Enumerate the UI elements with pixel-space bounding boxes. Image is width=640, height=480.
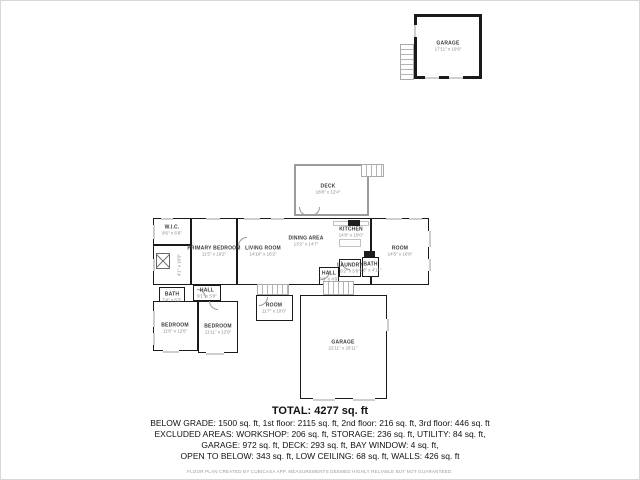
room-name: DINING AREA — [288, 235, 324, 242]
total-area-text: TOTAL: 4277 sq. ft — [271, 405, 369, 417]
room-dims: 22'11" x 26'11" — [328, 345, 358, 351]
room-name: DECK — [320, 183, 336, 190]
room-dims: 13'2" x 14'7" — [293, 241, 319, 247]
stairs-mid — [257, 284, 289, 295]
room-dims: 18'8" x 12'4" — [315, 189, 341, 195]
window — [425, 76, 439, 80]
room-dims: 7'4" x 6'3" — [162, 297, 182, 303]
summary-line-open-below: OPEN TO BELOW: 343 sq. ft, LOW CEILING: 68 sq. ft, WALLS: 426 sq. ft — [180, 451, 460, 462]
stairs-garage — [323, 281, 354, 295]
room-name: ROOM — [265, 302, 283, 309]
summary-line-excluded: EXCLUDED AREAS: WORKSHOP: 206 sq. ft, STORAGE: 236 sq. ft, UTILITY: 84 sq. ft, — [154, 429, 486, 440]
detached-garage-stairs — [400, 44, 414, 80]
room-name: LIVING ROOM — [245, 245, 281, 252]
window — [449, 76, 463, 80]
room-name: GARAGE — [436, 40, 460, 47]
kitchen-appliance — [348, 220, 360, 226]
window — [206, 217, 220, 221]
room-dims: 8'6" x 6'6" — [162, 230, 182, 236]
room-name: BATH — [164, 291, 180, 298]
shower-box — [156, 253, 170, 269]
garage-main-room — [300, 295, 387, 399]
disclaimer-text: FLOOR PLAN CREATED BY CUBICASA APP. MEASUREMENTS DEEMED HIGHLY RELIABLE BUT NOT GUARANTEED. — [187, 469, 453, 475]
room-dims: 9'1" x 5'8" — [197, 293, 217, 299]
window — [161, 217, 173, 221]
room-name: BEDROOM — [204, 323, 232, 330]
window — [244, 217, 260, 221]
window — [386, 319, 390, 331]
kitchen-island — [339, 239, 361, 247]
detached-garage-room — [414, 14, 482, 79]
room-name: HALL — [199, 287, 215, 294]
bedroom-mid-room — [198, 301, 238, 353]
room-name: LAUNDRY — [337, 262, 363, 269]
window — [152, 259, 156, 271]
room-dims: 14'8" x 10'0" — [338, 232, 364, 238]
room-name: HALL — [321, 270, 337, 277]
room-dims: 5'8" x 4'11" — [359, 267, 382, 273]
deck-stairs — [361, 164, 384, 177]
window — [313, 398, 335, 402]
bath-right-room — [362, 257, 379, 277]
window — [428, 259, 432, 271]
room-right — [371, 218, 429, 285]
room-dims: 14'10" x 16'2" — [249, 251, 277, 257]
room-name: ROOM — [391, 245, 409, 252]
window — [152, 333, 156, 345]
room-dims: 14'5" x 16'8" — [387, 251, 413, 257]
window — [413, 25, 417, 37]
room-name: W.I.C. — [164, 224, 180, 231]
room-dims: 11'6" x 12'6" — [162, 328, 188, 334]
area-summary — [1, 405, 639, 474]
window — [428, 231, 432, 247]
room-dims: 11'11" x 12'9" — [204, 329, 232, 335]
window — [409, 217, 422, 221]
room-name: BATH — [363, 261, 378, 268]
window — [206, 352, 224, 356]
room-name: BEDROOM — [161, 322, 189, 329]
window — [163, 350, 179, 354]
room-dims: 6'2" x 5'8" — [340, 268, 360, 274]
summary-line-floors: BELOW GRADE: 1500 sq. ft, 1st floor: 2115 sq. ft, 2nd floor: 216 sq. ft, 3rd floor: 446 sq. ft — [150, 418, 490, 428]
window — [152, 311, 156, 327]
room-name: KITCHEN — [339, 226, 363, 233]
room-dims: 17'11" x 19'9" — [434, 46, 462, 52]
wic-room — [153, 218, 191, 245]
room-name: GARAGE — [331, 339, 355, 346]
window — [353, 398, 375, 402]
room-dims: 11'5" x 16'2" — [201, 251, 227, 257]
summary-line-garage-deck: GARAGE: 972 sq. ft, DECK: 293 sq. ft, BAY WINDOW: 4 sq. ft, — [201, 440, 439, 451]
window — [271, 217, 284, 221]
window — [152, 225, 156, 239]
window — [386, 217, 402, 221]
room-dims: 7'6" x 4'9" — [319, 276, 339, 282]
room-dims: 11'7" x 10'0" — [261, 308, 287, 314]
room-dims: 4'1" x 10'9" — [176, 253, 182, 277]
room-name: PRIMARY BEDROOM — [187, 245, 241, 252]
bedroom-left-room — [153, 301, 198, 351]
primary-bedroom-room — [191, 218, 237, 285]
